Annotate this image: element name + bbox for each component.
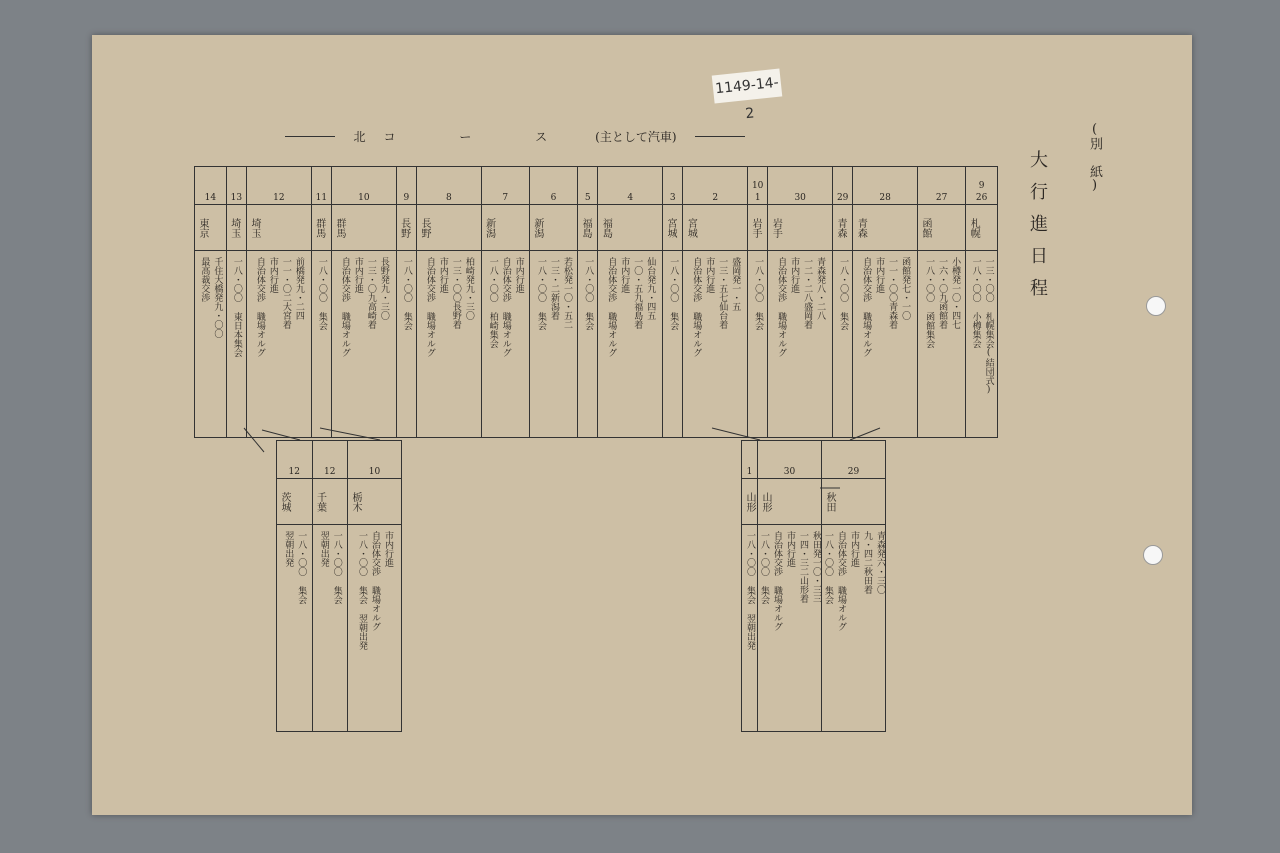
schedule-line: 秋田発一〇・三三 bbox=[811, 531, 821, 603]
day-number: 27 bbox=[935, 193, 948, 203]
day-number: 12 bbox=[273, 193, 285, 203]
schedule-line: 一〇・五九福島着 bbox=[632, 257, 643, 329]
place-name: 岩手 bbox=[770, 217, 782, 238]
day-number: 9 bbox=[403, 193, 410, 203]
place-name: 群馬 bbox=[333, 217, 345, 238]
schedule-line: 翌朝出発 bbox=[318, 531, 329, 567]
course-label: コ ー ス bbox=[383, 129, 578, 144]
schedule-line: 自治体交渉 職場オルグ bbox=[500, 257, 511, 357]
schedule-line: 若松発一〇・五二 bbox=[561, 257, 572, 329]
place-name: 埼玉 bbox=[249, 217, 260, 238]
place-name: 福島 bbox=[600, 217, 612, 238]
schedule-line: 一八・〇〇 集会 翌朝出発 bbox=[357, 531, 367, 650]
route-arrow bbox=[712, 428, 760, 440]
schedule-line: 自治体交渉 職場オルグ bbox=[424, 257, 435, 357]
day-number: 30 bbox=[794, 193, 806, 203]
schedule-line: 一一・〇二大宮着 bbox=[280, 257, 291, 329]
schedule-line: 一三・五七仙台着 bbox=[717, 257, 728, 329]
schedule-line: 前橋発九・二四 bbox=[293, 257, 304, 320]
schedule-line: 小樽発一〇・四七 bbox=[950, 257, 961, 329]
schedule-line: 自治体交渉 職場オルグ bbox=[691, 257, 702, 357]
place-name: 山形 bbox=[760, 491, 771, 512]
schedule-line: 一三・〇九高崎着 bbox=[365, 257, 376, 329]
day-number: 13 bbox=[230, 193, 243, 203]
place-name: 福島 bbox=[580, 217, 592, 238]
schedule-line: 自治体交渉 職場オルグ bbox=[861, 257, 872, 357]
day-number: 6 bbox=[550, 193, 557, 203]
route-arrow bbox=[320, 428, 380, 440]
schedule-line: 仙台発九・四五 bbox=[645, 257, 656, 320]
place-name: 宮城 bbox=[665, 217, 677, 238]
schedule-line: 市内行進 bbox=[619, 257, 630, 293]
schedule-line: 一一・〇〇青森着 bbox=[887, 257, 898, 329]
schedule-line: 一四・三二山形着 bbox=[798, 531, 808, 603]
day-number: 3 bbox=[669, 193, 676, 203]
schedule-line: 一三・〇〇長野着 bbox=[450, 257, 461, 329]
schedule-line: 市内行進 bbox=[383, 531, 393, 567]
place-name: 秋田 bbox=[824, 491, 835, 512]
day-number: 10 1 bbox=[751, 181, 764, 203]
schedule-line: 市内行進 bbox=[267, 257, 278, 293]
schedule-line: 市内行進 bbox=[704, 257, 715, 293]
place-name: 栃木 bbox=[350, 491, 361, 512]
day-number: 10 bbox=[358, 193, 370, 203]
schedule-line: 自治体交渉 職場オルグ bbox=[772, 531, 782, 631]
place-name: 宮城 bbox=[685, 217, 697, 238]
place-name: 新潟 bbox=[483, 217, 495, 238]
place-name: 長野 bbox=[418, 217, 430, 238]
schedule-line: 自治体交渉 職場オルグ bbox=[254, 257, 265, 357]
schedule-line: 一八・〇〇 集会 bbox=[535, 257, 546, 330]
place-name: 函館 bbox=[920, 217, 931, 238]
schedule-line: 自治体交渉 職場オルグ bbox=[339, 257, 350, 357]
schedule-line: 翌朝出発 bbox=[283, 531, 294, 567]
route-arrow bbox=[262, 430, 300, 440]
schedule-line: 一八・〇〇 集会 bbox=[316, 257, 327, 330]
place-name: 青森 bbox=[835, 217, 847, 238]
place-name: 東京 bbox=[197, 217, 208, 238]
route-arrow bbox=[850, 428, 880, 440]
schedule-line: 一八・〇〇 集会 bbox=[331, 531, 342, 604]
day-number: 8 bbox=[445, 193, 452, 203]
place-name: 新潟 bbox=[531, 217, 543, 238]
day-number: 29 bbox=[847, 467, 860, 477]
schedule-line: 一八・〇〇 集会 bbox=[823, 531, 833, 604]
document-title: 大行進日程 bbox=[1027, 150, 1048, 310]
day-number: 11 bbox=[315, 193, 328, 203]
archive-stamp: 1149-14-2 bbox=[712, 69, 783, 104]
schedule-line: 一八・〇〇 集会 bbox=[668, 257, 679, 330]
place-name: 札幌 bbox=[968, 217, 980, 238]
schedule-line: 市内行進 bbox=[352, 257, 363, 293]
schedule-line: 最高裁交渉 bbox=[199, 257, 210, 302]
schedule-line: 一八・〇〇 函館集会 bbox=[924, 257, 935, 348]
schedule-line: 自治体交渉 職場オルグ bbox=[370, 531, 380, 631]
schedule-line: 一八・〇〇 集会 bbox=[583, 257, 594, 330]
schedule-line: 市内行進 bbox=[874, 257, 885, 293]
schedule-line: 一八・〇〇 集会 bbox=[838, 257, 849, 330]
place-name: 茨城 bbox=[279, 491, 290, 512]
schedule-line: 一六・〇九函館着 bbox=[937, 257, 948, 329]
place-name: 岩手 bbox=[750, 217, 762, 238]
schedule-line: 九・四二秋田着 bbox=[862, 531, 872, 594]
place-name: 千葉 bbox=[314, 491, 326, 512]
schedule-line: 一八・〇〇 柏崎集会 bbox=[487, 257, 498, 348]
schedule-line: 盛岡発一・五 bbox=[730, 257, 741, 311]
schedule-line: 一八・〇〇 集会 翌朝出発 bbox=[745, 531, 755, 650]
course-transport: (主として汽車) bbox=[595, 129, 677, 144]
schedule-line: 青森発八・二八 bbox=[815, 257, 826, 320]
day-number: 12 bbox=[324, 467, 336, 477]
schedule-line: 市内行進 bbox=[789, 257, 800, 293]
day-number: 2 bbox=[712, 193, 719, 203]
day-number: 9 26 bbox=[975, 181, 988, 203]
place-name: 群馬 bbox=[313, 217, 325, 238]
schedule-line: 一三・〇〇 札幌集会(結団式) bbox=[983, 257, 994, 395]
day-number: 12 bbox=[288, 467, 300, 477]
schedule-line: 柏崎発九・三〇 bbox=[463, 257, 474, 320]
schedule-line: 函館発七・一〇 bbox=[900, 257, 911, 320]
schedule-line: 一八・〇〇 集会 bbox=[753, 257, 764, 330]
day-number: 28 bbox=[879, 193, 891, 203]
schedule-line: 自治体交渉 職場オルグ bbox=[776, 257, 787, 357]
day-number: 1 bbox=[746, 467, 753, 477]
schedule-line: 一八・〇〇 東日本集会 bbox=[231, 257, 242, 357]
day-number: 5 bbox=[584, 193, 591, 203]
schedule-line: 一八・〇〇 集会 bbox=[296, 531, 307, 604]
day-number: 7 bbox=[502, 193, 509, 203]
schedule-line: 市内行進 bbox=[437, 257, 448, 293]
schedule-line: 市内行進 bbox=[785, 531, 795, 567]
schedule-line: 市内行進 bbox=[849, 531, 859, 567]
place-name: 山形 bbox=[744, 491, 755, 512]
schedule-line: 一八・〇〇 集会 bbox=[401, 257, 412, 330]
place-name: 埼玉 bbox=[228, 217, 240, 238]
schedule-line: 青森発六・三〇 bbox=[875, 531, 885, 594]
place-name: 長野 bbox=[398, 217, 410, 238]
day-number: 14 bbox=[204, 193, 217, 203]
schedule-line: 千住大橋発九・〇〇 bbox=[212, 257, 223, 338]
place-name: 青森 bbox=[855, 217, 867, 238]
schedule-line: 市内行進 bbox=[513, 257, 524, 293]
attachment-note: (別 紙) bbox=[1087, 122, 1102, 193]
schedule-line: 一八・〇〇 集会 bbox=[759, 531, 769, 604]
day-number: 10 bbox=[368, 467, 381, 477]
schedule-line: 一三・二新潟着 bbox=[548, 257, 559, 320]
course-direction: 北 bbox=[353, 129, 366, 144]
day-number: 29 bbox=[836, 193, 849, 203]
route-arrow bbox=[244, 428, 264, 452]
schedule-line: 長野発九・三〇 bbox=[378, 257, 389, 320]
day-number: 4 bbox=[627, 193, 634, 203]
schedule-line: 自治体交渉 職場オルグ bbox=[606, 257, 617, 357]
schedule-line: 一八・〇〇 小樽集会 bbox=[970, 257, 981, 348]
schedule-line: 一二・二八盛岡着 bbox=[802, 257, 813, 329]
day-number: 30 bbox=[783, 467, 796, 477]
schedule-line: 自治体交渉 職場オルグ bbox=[836, 531, 846, 631]
